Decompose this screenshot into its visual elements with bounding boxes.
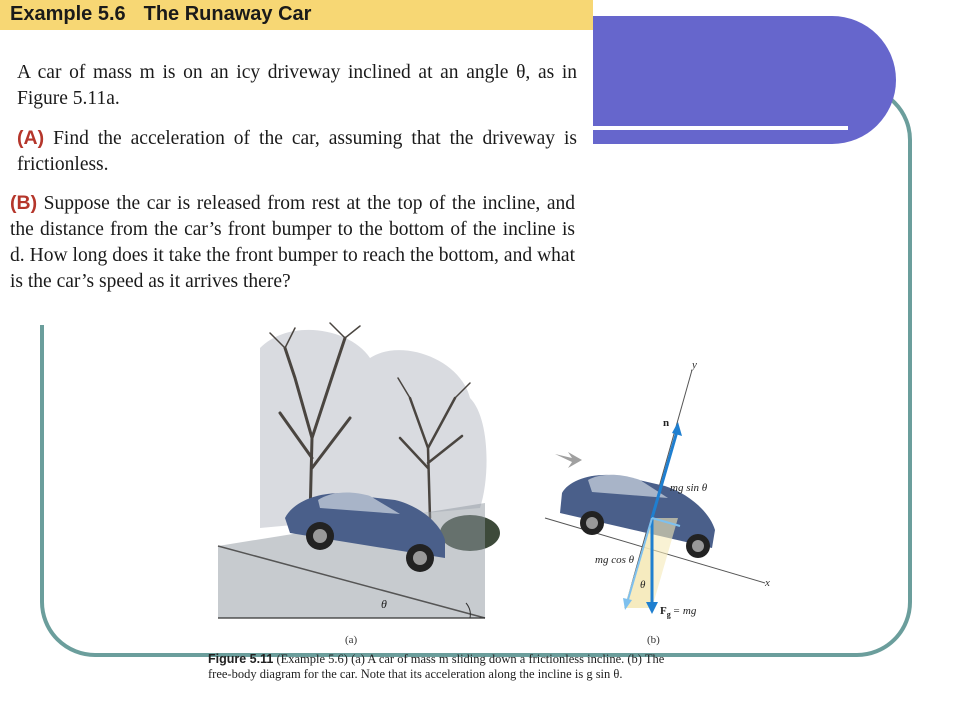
motion-arrow-icon — [555, 452, 582, 468]
force-n-label: n — [663, 417, 670, 429]
caption-text: (Example 5.6) (a) A car of mass m sliding down a frictionless incline. (b) The free-body diagram for the car. Note that its acceleration along the incline is g sin θ. — [208, 652, 665, 681]
part-b-label: (B) — [10, 192, 38, 214]
example-number: Example 5.6 — [10, 3, 126, 25]
axis-x-label: x — [765, 577, 770, 589]
car-on-incline-illustration — [218, 323, 500, 618]
subfigure-a-label: (a) — [345, 634, 358, 646]
title-tab-underline — [593, 126, 848, 130]
theta-b-label: θ — [640, 579, 646, 591]
problem-intro: A car of mass m is on an icy driveway inclined at an angle θ, as in Figure 5.11a. — [17, 62, 577, 109]
force-mgcos-label: mg cos θ — [595, 554, 635, 566]
part-a — [17, 125, 577, 178]
part-b — [10, 190, 575, 295]
title-tab — [593, 16, 896, 144]
force-mgsin-label: mg sin θ — [670, 482, 708, 494]
force-fg-label: $F_g$ = mg — [660, 605, 697, 619]
caption-label: Figure 5.11 — [208, 652, 274, 666]
example-header — [0, 0, 593, 30]
example-title: The Runaway Car — [143, 3, 312, 25]
figure-caption — [208, 652, 678, 682]
part-a-label: (A) — [17, 127, 45, 149]
subfigure-b-label: (b) — [647, 634, 660, 646]
theta-a-label: θ — [381, 597, 387, 611]
part-b-text: Suppose the car is released from rest at the top of the incline, and the distance from the car’s front bumper to the bottom of the incline is d. How long does it take the front bumper to reach the bottom, and what is the car’s speed as it arrives there? — [10, 193, 576, 292]
figure-5-11 — [200, 318, 770, 658]
axis-y-label: y — [692, 359, 697, 371]
problem-text — [0, 30, 593, 325]
part-a-text: Find the acceleration of the car, assuming that the driveway is frictionless. — [17, 128, 577, 175]
